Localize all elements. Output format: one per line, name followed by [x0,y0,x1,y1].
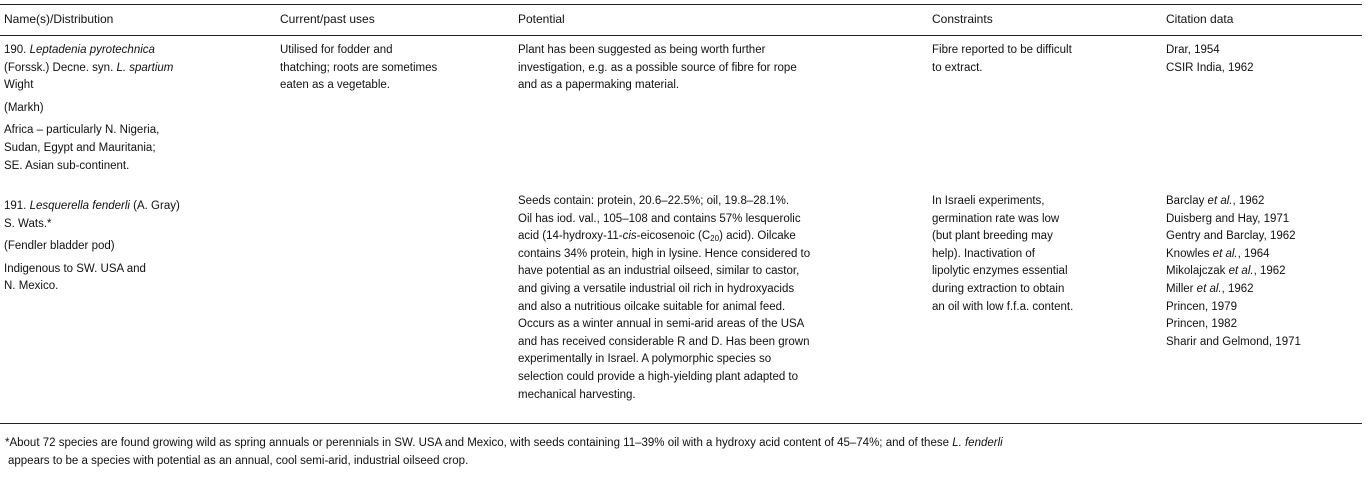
citation: Gentry and Barclay, 1962 [1166,230,1296,243]
entry-191-citations [1166,193,1366,351]
citation: Sharir and Gelmond, 1971 [1166,335,1301,348]
distribution-line: SE. Asian sub-continent. [4,159,130,172]
citation: Barclay et al., 1962 [1166,195,1265,207]
entry-191-potential: Seeds contain: protein, 20.6–22.5%; oil, 19.8–28.1%. Oil has iod. val., 105–108 and contains 57% lesquerolic acid (14-hydroxy-11-cis-eicosenoic $(C_{20})$ acid). Oilcake contains 34% protein, high in lysine. Hence considered to have potential as an industrial oilseed, similar to castor, and giving a versatile industrial oil rich in hydroxyacids and also a nutritious oilcake suitable for animal feed. Occurs as a winter annual in semi-arid areas of the USA and has received considerable R and D. Has been grown experimentally in Israel. A polymorphic species so selection could provide a high-yielding plant adapted to mechanical harvesting. [518,195,811,401]
citation: Miller et al., 1962 [1166,282,1254,295]
species-name: Lesquerella fenderli [29,200,130,212]
distribution-line: Sudan, Egypt and Mauritania; [4,141,156,154]
common-name: (Fendler bladder pod) [4,240,115,253]
header-uses: Current/past uses [280,12,375,26]
entry-191-constraints: In Israeli experiments, germination rate was low (but plant breeding may help). Inactivation of lipolytic enzymes essential during extraction to obtain an oil with low f.f.a. content. [932,195,1074,313]
citation: CSIR India, 1962 [1166,61,1254,74]
distribution-line: Indigenous to SW. USA and [4,262,146,275]
citation: Knowles et al., 1964 [1166,247,1270,260]
entry-190-citations [1166,42,1366,77]
synonym-name: L. spartium [116,61,174,74]
entry-190-constraints: Fibre reported to be difficult to extract. [932,44,1072,74]
entry-190-uses: Utilised for fodder and thatching; roots are sometimes eaten as a vegetable. [280,44,438,92]
header-potential: Potential [518,12,565,26]
header-top-rule [0,4,1362,5]
citation: Princen, 1982 [1166,318,1237,331]
header-constraints: Constraints [932,12,993,26]
distribution-line: Africa – particularly N. Nigeria, [4,124,160,137]
citation: Mikolajczak et al., 1962 [1166,265,1286,278]
citation: Drar, 1954 [1166,44,1220,56]
header-bottom-rule [0,35,1362,36]
header-citation: Citation data [1166,12,1234,26]
footnote: *About 72 species are found growing wild as spring annuals or perennials in SW. USA and Mexico, with seeds containing 11–39% oil with a hydroxy acid content of 45–74%; and of these L. fenderli appears to be a species with potential as an annual, cool semi-arid, industrial oilseed crop. [5,437,1003,467]
entry-191-name: 191. Lesquerella fenderli (A. Gray) S. Wats.* (Fendler bladder pod) Indigenous to SW. USA and N. Mexico. [4,198,274,296]
table-bottom-rule [0,423,1362,424]
citation: Princen, 1979 [1166,300,1237,313]
entry-190-potential: Plant has been suggested as being worth further investigation, e.g. as a possible source of fibre for rope and as a papermaking material. [518,44,797,92]
common-name: (Markh) [4,101,44,114]
entry-190-name: 190. Leptadenia pyrotechnica (Forssk.) Decne. syn. L. spartium Wight (Markh) Africa – particularly N. Nigeria, Sudan, Egypt and Mauritania; SE. Asian sub-continent. [4,42,274,175]
citation: Duisberg and Hay, 1971 [1166,212,1290,225]
header-name: Name(s)/Distribution [4,12,114,26]
distribution-line: N. Mexico. [4,280,59,293]
species-name: Leptadenia pyrotechnica [29,44,155,56]
